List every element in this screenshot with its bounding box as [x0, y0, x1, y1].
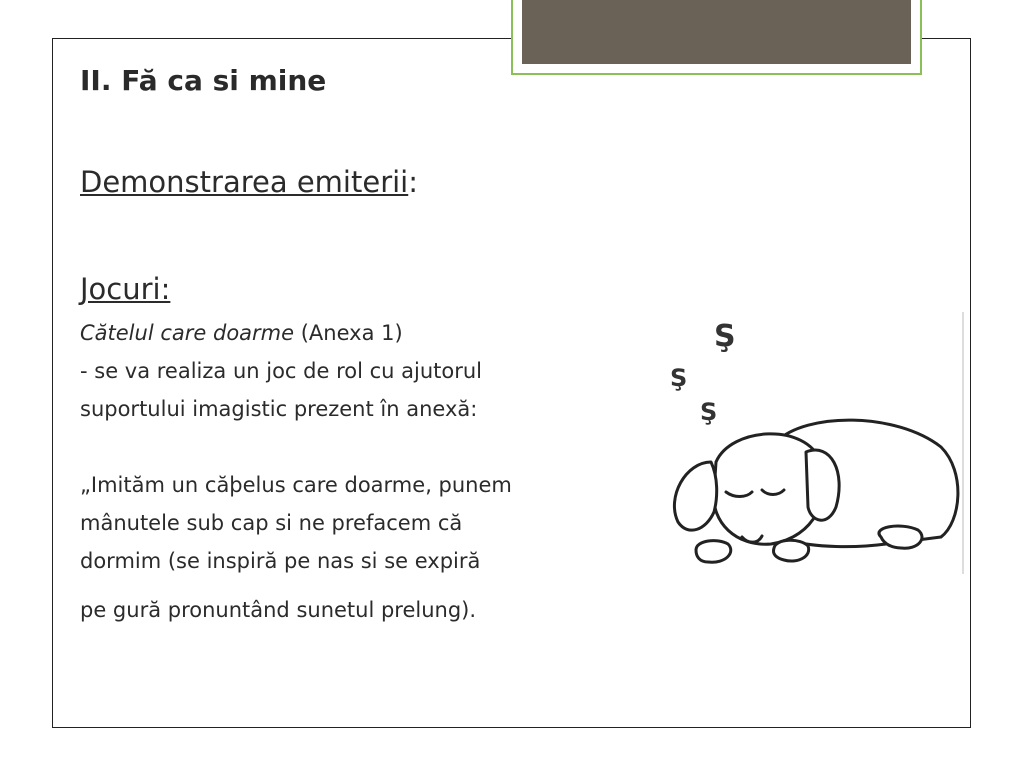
game-annex: (Anexa 1) [294, 321, 403, 345]
slide-title: II. Fă ca si mine [80, 64, 327, 97]
body-line-3: „Imităm un căþelus care doarme, punem [80, 473, 512, 497]
sleeping-puppy-illustration [656, 312, 964, 574]
body-line-4: mânutele sub cap si ne prefacem că [80, 511, 463, 535]
subheading-colon: : [408, 165, 419, 199]
decorative-tab-fill [522, 0, 911, 64]
puppy-right-paw [773, 540, 808, 561]
sleep-letter-3: Ş [700, 398, 718, 426]
game-title-line [80, 318, 403, 348]
game-title: Cătelul care doarme [80, 321, 295, 345]
body-line-6: pe gură pronuntând sunetul prelung). [80, 598, 477, 622]
sleep-letter-1: Ş [714, 319, 736, 354]
games-heading: Jocuri: [80, 272, 171, 306]
section-subheading [80, 165, 418, 199]
subheading-label: Demonstrarea emiterii [80, 165, 409, 199]
body-line-1: - se va realiza un joc de rol cu ajutorul [80, 359, 483, 383]
puppy-left-paw [696, 541, 731, 563]
body-line-5: dormim (se inspiră pe nas si se expiră [80, 549, 481, 573]
puppy-right-ear [806, 450, 839, 520]
puppy-mouth [742, 536, 762, 542]
decorative-tab [511, 0, 922, 75]
sleep-letter-2: Ş [670, 364, 688, 392]
body-line-2: suportului imagistic prezent în anexă: [80, 397, 478, 421]
